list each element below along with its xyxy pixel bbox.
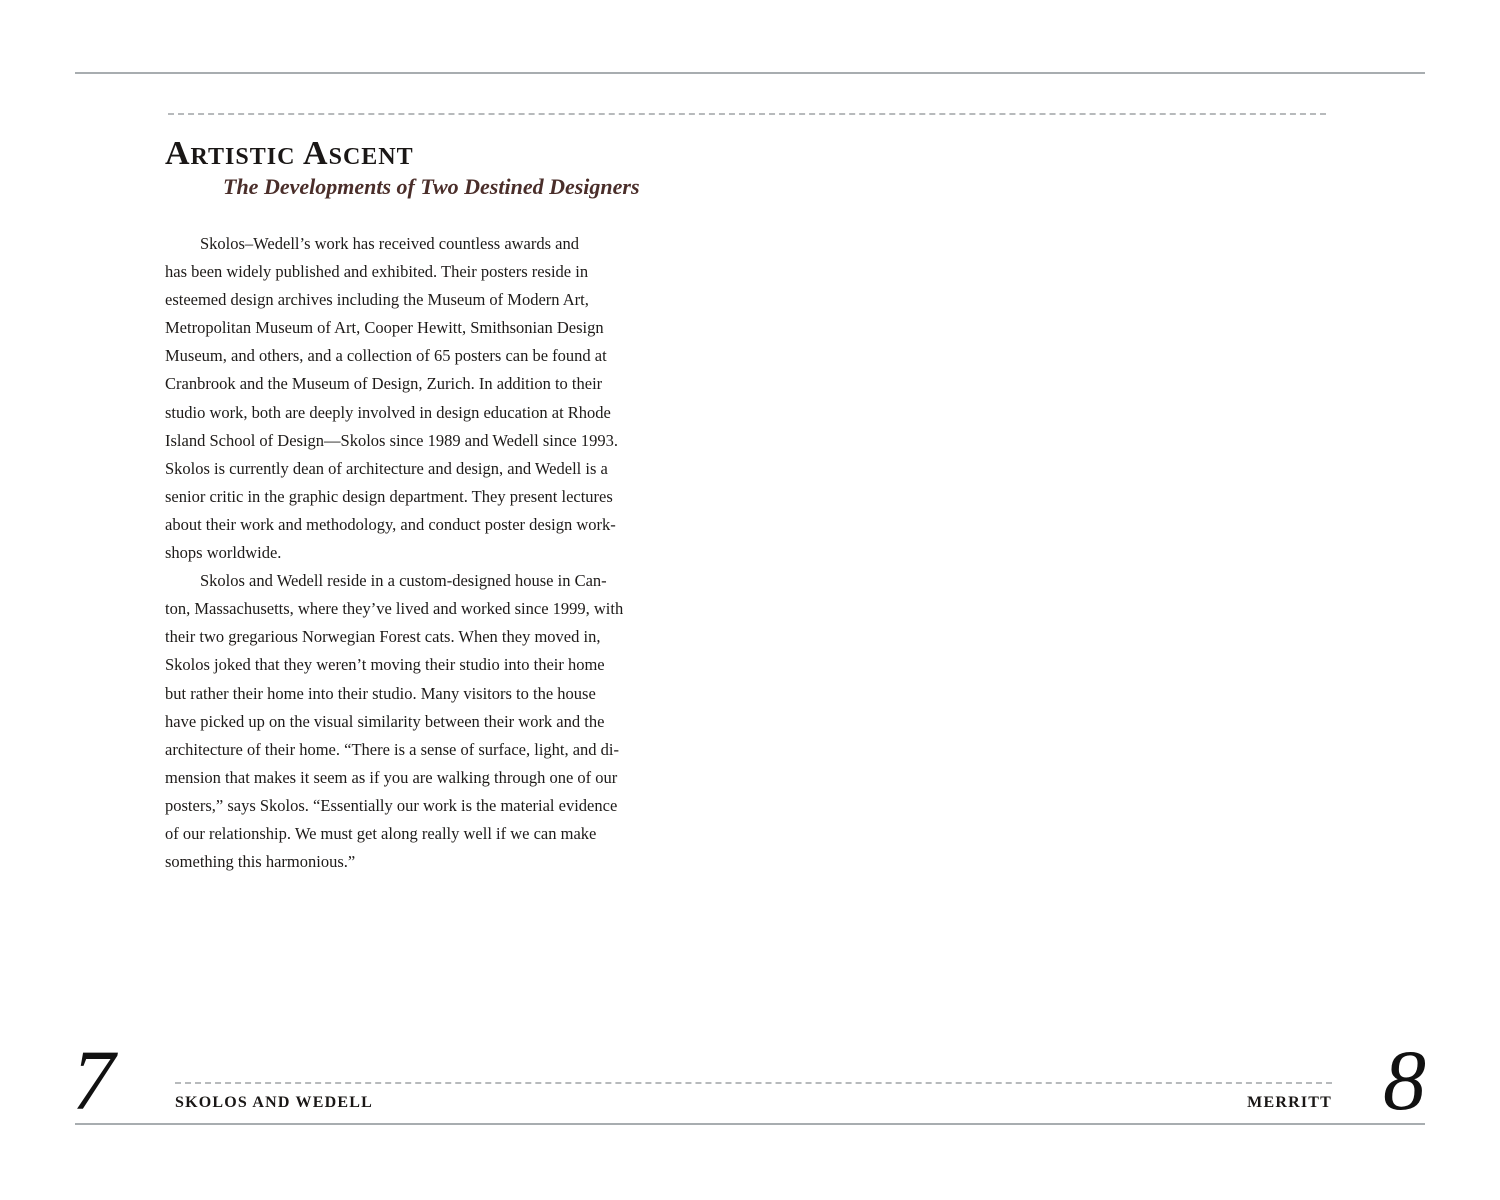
paragraph-1-line: Island School of Design—Skolos since 1989 and Wedell since 1993.: [165, 430, 618, 450]
paragraph-2-line: but rather their home into their studio. Many visitors to the house: [165, 683, 596, 703]
paragraph-2-line: have picked up on the visual similarity between their work and the: [165, 711, 605, 731]
bottom-dashed-rule: [175, 1082, 1332, 1084]
paragraph-1-line: Museum, and others, and a collection of 65 posters can be found at: [165, 346, 607, 366]
top-dashed-rule: [168, 113, 1326, 115]
left-page-number: 7: [72, 1032, 115, 1128]
article-subtitle: The Developments of Two Destined Designers: [223, 174, 640, 199]
left-running-head: SKOLOS AND WEDELL: [175, 1094, 373, 1111]
paragraph-2-line: Skolos joked that they weren’t moving their studio into their home: [165, 655, 605, 675]
article-body: [165, 230, 685, 876]
paragraph-2-line: their two gregarious Norwegian Forest cats. When they moved in,: [165, 627, 601, 647]
paragraph-1-line: about their work and methodology, and conduct poster design work-: [165, 514, 616, 534]
paragraph-1-line: Skolos–Wedell’s work has received countless awards and: [200, 234, 579, 253]
paragraph-2-line: architecture of their home. “There is a sense of surface, light, and di-: [165, 739, 620, 759]
right-running-head: MERRITT: [1247, 1094, 1332, 1111]
paragraph-2-line: ton, Massachusetts, where they’ve lived and worked since 1999, with: [165, 599, 624, 619]
paragraph-2-line: Skolos and Wedell reside in a custom-designed house in Can-: [200, 571, 607, 591]
paragraph-2-line: posters,” says Skolos. “Essentially our work is the material evidence: [165, 795, 618, 815]
paragraph-1-line: senior critic in the graphic design department. They present lectures: [165, 486, 613, 506]
right-page-number: 8: [1383, 1032, 1426, 1128]
paragraph-1-line: esteemed design archives including the Museum of Modern Art,: [165, 290, 589, 310]
paragraph-2-line: something this harmonious.”: [165, 852, 356, 872]
paragraph-1-line: has been widely published and exhibited. Their posters reside in: [165, 262, 589, 282]
paragraph-2-line: of our relationship. We must get along really well if we can make: [165, 823, 597, 843]
paragraph-1-line: studio work, both are deeply involved in design education at Rhode: [165, 402, 611, 422]
bottom-rule: [75, 1123, 1425, 1125]
paragraph-2-line: mension that makes it seem as if you are walking through one of our: [165, 767, 618, 787]
paragraph-1-line: Skolos is currently dean of architecture and design, and Wedell is a: [165, 458, 608, 478]
paragraph-1-line: Metropolitan Museum of Art, Cooper Hewitt, Smithsonian Design: [165, 318, 604, 338]
top-rule: [75, 72, 1425, 74]
article-title: Artistic Ascent: [165, 135, 414, 172]
paragraph-1-line: shops worldwide.: [165, 543, 282, 563]
paragraph-1-line: Cranbrook and the Museum of Design, Zurich. In addition to their: [165, 374, 603, 394]
